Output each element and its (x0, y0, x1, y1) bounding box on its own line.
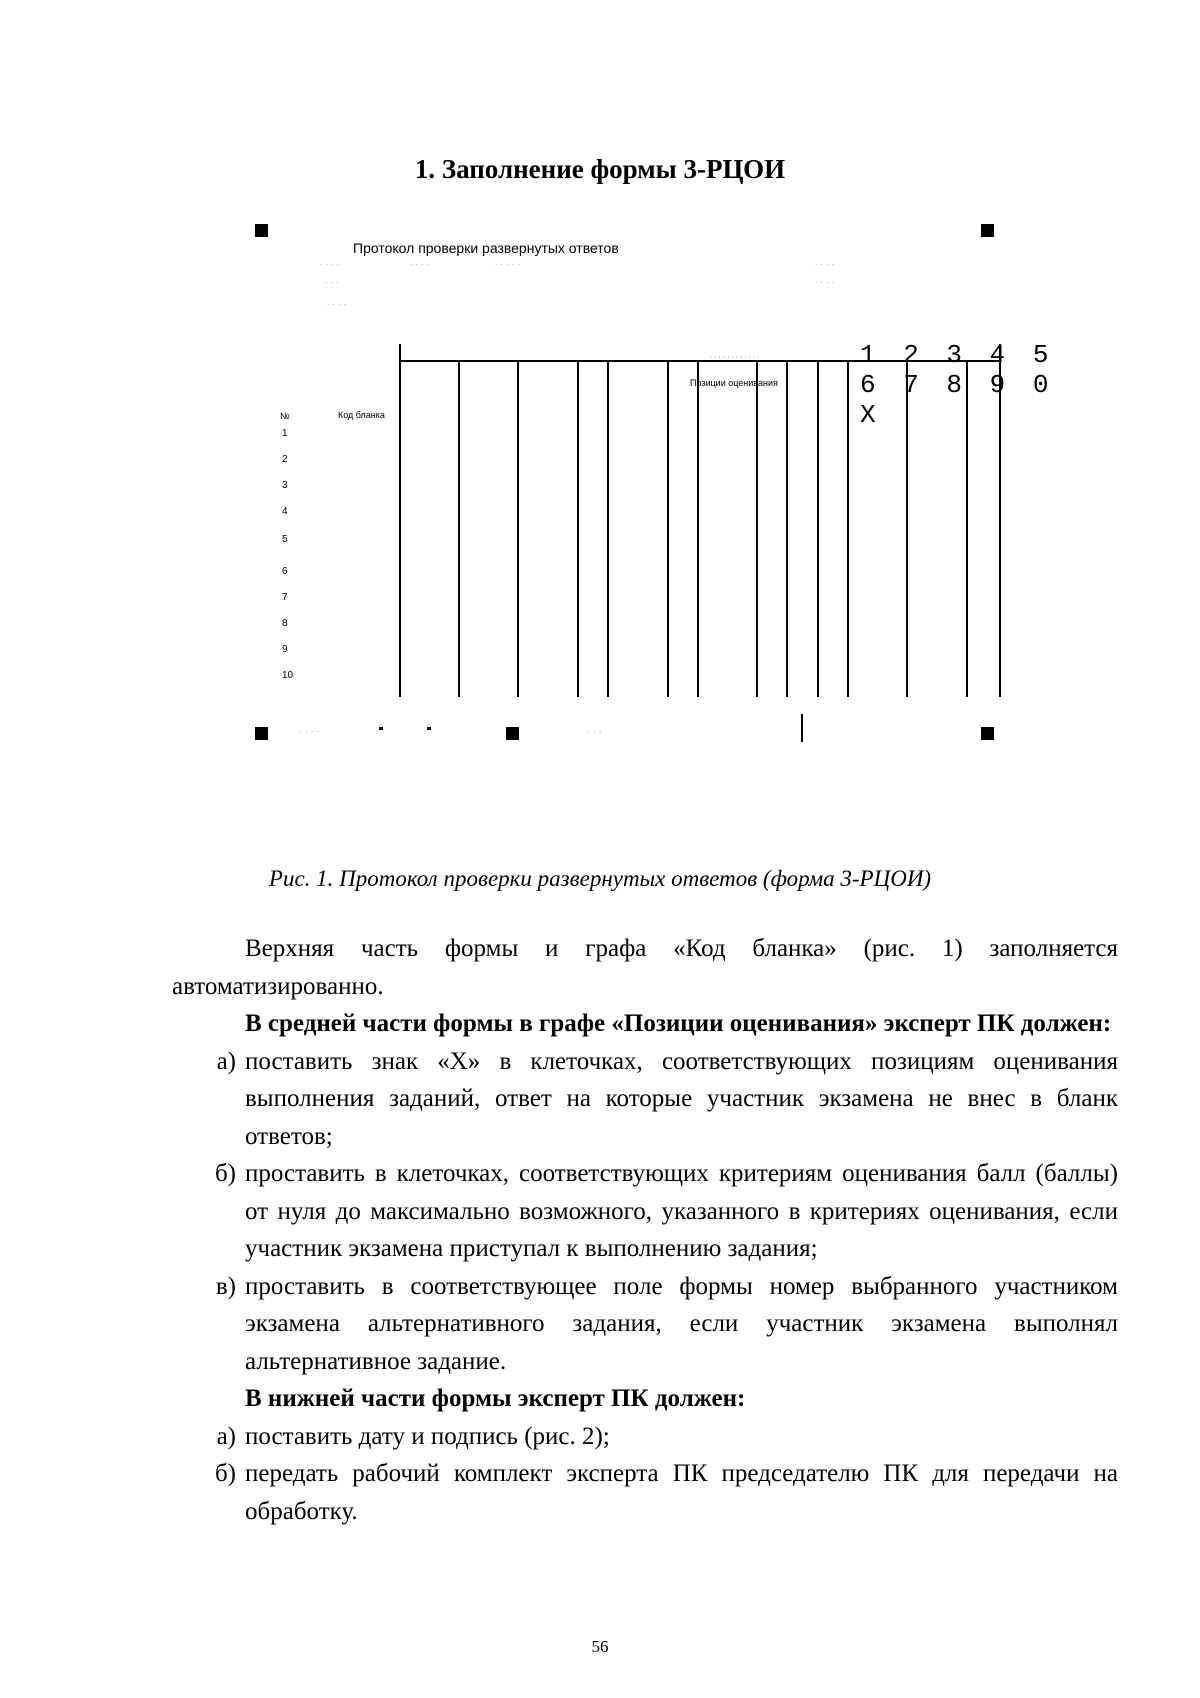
row-number: 5 (282, 534, 288, 545)
list-item-text: проставить в соответствующее поле формы номер выбранного участником экзамена альтернативного задания, если участник экзамена выполнял альтернативное задание. (245, 1272, 1118, 1375)
list-item (172, 1155, 1118, 1268)
body-text (172, 930, 1118, 1530)
list-item-text: поставить дату и подпись (рис. 2); (245, 1422, 610, 1450)
list-item (172, 1043, 1118, 1156)
list-item-text: проставить в клеточках, соответствующих критериям оценивания балл (баллы) от нуля до максимально возможного, указанного в критериях оценивания, если участник экзамена приступал к выполнению задания; (245, 1160, 1118, 1262)
form-table-grid (270, 232, 1090, 822)
page-number: 56 (591, 1637, 609, 1656)
footer-fine-print: · · · · (300, 729, 320, 735)
list-item-text: передать рабочий комплект эксперта ПК председателю ПК для передачи на обработку. (245, 1460, 1118, 1525)
list-marker: б) (214, 1460, 236, 1487)
row-number: 7 (282, 592, 288, 603)
code-sample-label: · · · · · · · · · · · · (710, 354, 760, 361)
section-heading: 1. Заполнение формы 3-РЦОИ (414, 154, 786, 184)
header-fine-print: · · · · (320, 262, 340, 268)
footer-fine-print: · · · (588, 729, 603, 735)
list-item (172, 1418, 1118, 1456)
code-sample-digits: 1 2 3 4 5 6 7 8 9 0 X (860, 340, 1055, 430)
row-number: 6 (282, 566, 288, 577)
row-number: 2 (282, 454, 288, 465)
figure-caption: Рис. 1. Протокол проверки развернутых ответов (форма 3-РЦОИ) (268, 866, 932, 891)
row-number: 3 (282, 480, 288, 491)
list-marker: б) (214, 1160, 236, 1187)
paragraph-bold: В нижней части формы эксперт ПК должен: (245, 1385, 746, 1412)
header-fine-print: · · · · (327, 302, 347, 308)
form-3-rcoi-figure (270, 232, 1090, 822)
corner-marker (255, 224, 268, 237)
row-number: 4 (282, 506, 288, 517)
list-marker: а) (216, 1422, 236, 1450)
header-fine-print: · · · · (410, 262, 430, 268)
column-number-header: № (280, 411, 290, 421)
paragraph-bold: В средней части формы в графе «Позиции оценивания» эксперт ПК должен: (245, 1010, 1112, 1037)
list-item (172, 1455, 1118, 1530)
row-number: 9 (282, 644, 288, 655)
list-item-text: поставить знак «X» в клеточках, соответствующих позициям оценивания выполнения заданий, ответ на которые участник экзамена не внес в бланк ответов; (245, 1047, 1118, 1150)
row-number: 10 (282, 670, 294, 681)
header-fine-print: · · · · (815, 262, 835, 268)
positions-header: Позиции оценивания (690, 378, 778, 388)
row-number: 8 (282, 618, 288, 629)
corner-marker (255, 727, 268, 740)
header-fine-print: · · · (325, 280, 340, 286)
paragraph: Верхняя часть формы и графа «Код бланка» (рис. 1) заполняется автоматизированно. (172, 935, 1118, 1000)
list-marker: в) (215, 1272, 236, 1300)
header-fine-print: · · · · (815, 280, 835, 286)
column-code-header: Код бланка (338, 410, 385, 420)
form-title: Протокол проверки развернутых ответов (353, 240, 619, 256)
header-fine-print: · · · · · (495, 262, 521, 268)
list-marker: а) (216, 1047, 236, 1075)
row-number: 1 (282, 428, 288, 439)
list-item (172, 1268, 1118, 1381)
